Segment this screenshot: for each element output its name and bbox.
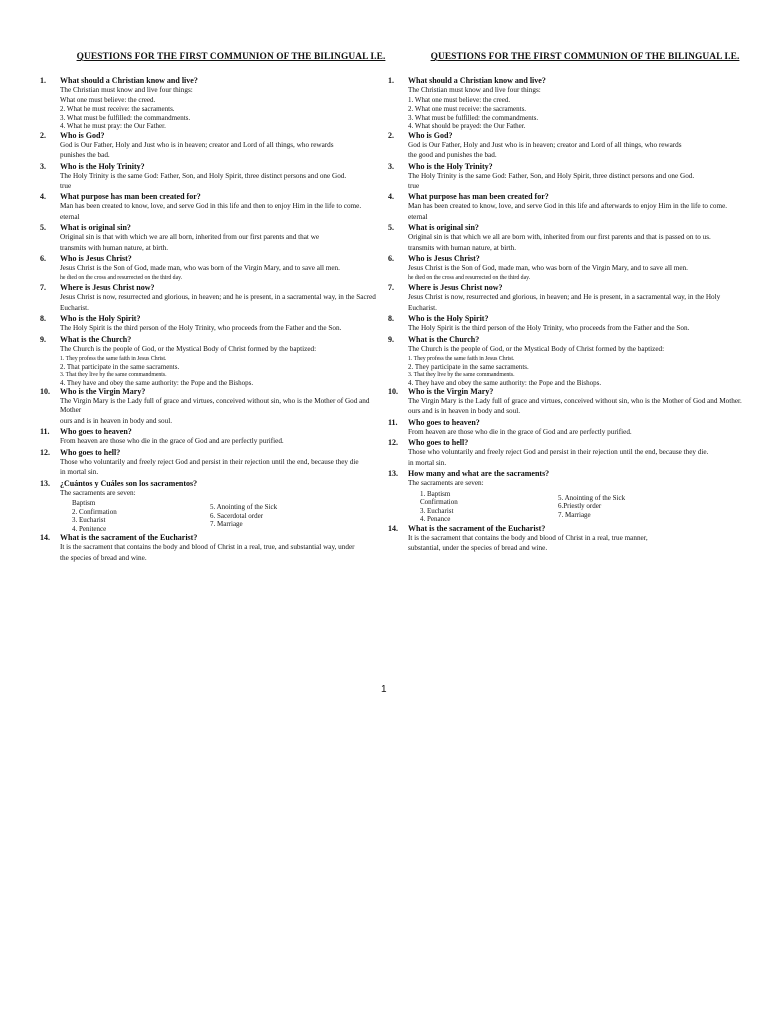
question-text: Who is the Holy Spirit? bbox=[60, 314, 141, 324]
question-number: 14. bbox=[388, 523, 398, 533]
question-number: 8. bbox=[40, 314, 46, 324]
answer-note: he died on the cross and resurrected on the third day. bbox=[408, 275, 531, 282]
answer-list-item: 4. What he must pray: the Our Father. bbox=[60, 122, 166, 131]
answer-list-item: 4. What should be prayed: the Our Father. bbox=[408, 122, 526, 131]
sacraments-grid bbox=[408, 490, 750, 524]
question-number: 10. bbox=[40, 387, 50, 397]
answer-line: God is Our Father, Holy and Just who is in heaven; creator and Lord of all things, who rewards bbox=[60, 140, 334, 149]
answer-line: Original sin is that which we all are born with, inherited from our first parents and that is passed on to us. bbox=[408, 233, 711, 242]
page-title-right: QUESTIONS FOR THE FIRST COMMUNION OF THE BILINGUAL I.E. bbox=[430, 52, 740, 62]
question-number: 8. bbox=[388, 314, 394, 324]
question-text: What purpose has man been created for? bbox=[60, 192, 201, 202]
question-item bbox=[32, 314, 390, 333]
question-item bbox=[380, 387, 750, 417]
question-item bbox=[32, 76, 390, 131]
question-item bbox=[32, 533, 390, 563]
answer-list-item: 1. They profess the same faith in Jesus Christ. bbox=[60, 356, 167, 363]
answer-line: Those who voluntarily and freely reject God and persist in their rejection until the end, because they die bbox=[60, 457, 359, 466]
sacraments-col-2 bbox=[558, 490, 625, 524]
question-text: Who is the Virgin Mary? bbox=[60, 387, 146, 397]
question-text: What should a Christian know and live? bbox=[408, 76, 546, 85]
question-text: Who is the Holy Trinity? bbox=[408, 161, 493, 171]
answer-line: Jesus Christ is now, resurrected and glorious, in heaven; and he is present, in a sacramental way, in the Sacred bbox=[60, 293, 376, 302]
answer-line: The sacraments are seven: bbox=[60, 488, 136, 497]
answer-line: ours and is in heaven in body and soul. bbox=[60, 416, 172, 425]
answer-line: The Virgin Mary is the Lady full of grace and virtues, conceived without sin, who is the Mother of God and Mother bbox=[60, 397, 370, 415]
answer-list bbox=[60, 96, 390, 130]
question-item bbox=[32, 131, 390, 161]
question-item bbox=[32, 479, 390, 534]
answer-line: The Church is the people of God, or the Mystical Body of Christ formed by the baptized: bbox=[60, 344, 317, 353]
answer-line: It is the sacrament that contains the body and blood of Christ in a real, true manner, bbox=[408, 533, 648, 542]
question-text: Who is the Holy Spirit? bbox=[408, 314, 489, 324]
question-text: Who goes to heaven? bbox=[408, 417, 480, 427]
answer-list-item: 2. They participate in the same sacraments. bbox=[408, 363, 529, 372]
question-number: 6. bbox=[388, 254, 394, 264]
question-item bbox=[380, 469, 750, 524]
sacrament-item: Confirmation bbox=[420, 498, 458, 507]
answer-line: The Holy Trinity is the same God: Father, Son, and Holy Spirit, three distinct persons and one God. bbox=[60, 171, 347, 180]
question-text: What is original sin? bbox=[60, 223, 131, 233]
question-number: 6. bbox=[40, 254, 46, 264]
answer-line: true bbox=[408, 182, 420, 190]
answer-list-item: 2. That participate in the same sacraments. bbox=[60, 363, 180, 372]
answer-line: Eucharist. bbox=[408, 303, 437, 312]
sacrament-item: 3. Eucharist bbox=[72, 516, 106, 525]
question-item bbox=[32, 192, 390, 222]
answer-line: The Holy Spirit is the third person of the Holy Trinity, who proceeds from the Father and the Son. bbox=[408, 324, 690, 333]
question-number: 2. bbox=[40, 130, 46, 140]
sacrament-item: 5. Anointing of the Sick bbox=[558, 493, 626, 502]
answer-line: The Christian must know and live four things: bbox=[60, 86, 193, 94]
answer-list-item: 1. What one must believe: the creed. bbox=[408, 96, 511, 105]
question-item bbox=[380, 438, 750, 468]
question-item bbox=[380, 76, 750, 131]
question-item bbox=[380, 335, 750, 387]
question-number: 9. bbox=[40, 334, 46, 344]
page-number: 1 bbox=[381, 684, 387, 695]
question-number: 1. bbox=[40, 76, 46, 85]
question-item bbox=[380, 283, 750, 313]
answer-line: Jesus Christ is the Son of God, made man, who was born of the Virgin Mary, and to save all men. bbox=[408, 264, 688, 273]
answer-list-item: What one must believe: the creed. bbox=[60, 96, 156, 105]
question-text: Who is Jesus Christ? bbox=[408, 254, 480, 264]
answer-note: he died on the cross and resurrected on the third day. bbox=[60, 275, 183, 282]
answer-line: ours and is in heaven in body and soul. bbox=[408, 407, 520, 416]
question-number: 7. bbox=[388, 283, 394, 293]
answer-line: eternal bbox=[60, 212, 80, 221]
question-number: 9. bbox=[388, 334, 394, 344]
question-number: 7. bbox=[40, 283, 46, 293]
answer-line: The Holy Spirit is the third person of the Holy Trinity, who proceeds from the Father and the Son. bbox=[60, 324, 342, 333]
question-text: What is the sacrament of the Eucharist? bbox=[60, 533, 198, 543]
right-column bbox=[380, 52, 750, 555]
answer-line: Original sin is that with which we are all born, inherited from our first parents and that we bbox=[60, 233, 320, 242]
sacrament-item: 2. Confirmation bbox=[72, 507, 117, 516]
question-number: 3. bbox=[388, 161, 394, 171]
question-item bbox=[32, 448, 390, 478]
question-text: How many and what are the sacraments? bbox=[408, 469, 550, 479]
answer-line: eternal bbox=[408, 212, 428, 221]
question-number: 3. bbox=[40, 161, 46, 171]
answer-list-item: 1. They profess the same faith in Jesus Christ. bbox=[408, 356, 515, 363]
question-item bbox=[380, 192, 750, 222]
sacrament-item: 4. Penitence bbox=[72, 524, 107, 533]
answer-list-item: 3. What must be fulfilled: the commandments. bbox=[60, 113, 191, 122]
sacrament-item: 5. Anointing of the Sick bbox=[210, 502, 278, 511]
answer-line: The Church is the people of God, or the Mystical Body of Christ formed by the baptized: bbox=[408, 344, 665, 353]
questions-right bbox=[380, 76, 750, 554]
question-item bbox=[380, 524, 750, 554]
sacraments-col-1 bbox=[60, 499, 210, 533]
question-text: Who is the Virgin Mary? bbox=[408, 387, 494, 397]
left-column bbox=[32, 52, 390, 564]
question-item bbox=[380, 223, 750, 253]
question-item bbox=[32, 254, 390, 282]
answer-line: transmits with human nature, at birth. bbox=[60, 243, 168, 252]
question-number: 4. bbox=[388, 192, 394, 202]
answer-list-item: 3. What must be fulfilled: the commandments. bbox=[408, 113, 539, 122]
question-number: 5. bbox=[40, 223, 46, 233]
answer-line: Jesus Christ is now, resurrected and glorious, in heaven; and He is present, in a sacramental way, in the Holy bbox=[408, 293, 721, 302]
sacraments-grid bbox=[60, 499, 390, 533]
answer-line: God is Our Father, Holy and Just who is in heaven; creator and Lord of all things, who rewards bbox=[408, 140, 682, 149]
answer-line: From heaven are those who die in the grace of God and are perfectly purified. bbox=[408, 427, 632, 436]
question-text: Who is God? bbox=[408, 130, 453, 140]
question-text: Who goes to heaven? bbox=[60, 427, 132, 437]
answer-line: transmits with human nature, at birth. bbox=[408, 243, 516, 252]
questions-left bbox=[32, 76, 390, 563]
answer-line: It is the sacrament that contains the body and blood of Christ in a real, true, and substantial way, under bbox=[60, 543, 355, 552]
page-title-left: QUESTIONS FOR THE FIRST COMMUNION OF THE BILINGUAL I.E. bbox=[76, 52, 386, 62]
question-item bbox=[380, 254, 750, 282]
question-number: 13. bbox=[40, 478, 50, 488]
question-text: ¿Cuántos y Cuáles son los sacramentos? bbox=[60, 478, 198, 488]
answer-line: The Christian must know and live four things: bbox=[408, 86, 541, 94]
answer-line: Those who voluntarily and freely reject God and persist in their rejection until the end, because they die. bbox=[408, 448, 709, 457]
question-item bbox=[380, 131, 750, 161]
question-item bbox=[32, 223, 390, 253]
question-item bbox=[380, 314, 750, 333]
answer-list-item: 3. That they live by the same commandments. bbox=[60, 372, 167, 379]
question-number: 11. bbox=[40, 427, 50, 437]
answer-line: in mortal sin. bbox=[408, 458, 447, 467]
sacrament-item: 3. Eucharist bbox=[420, 506, 454, 515]
question-item bbox=[380, 162, 750, 192]
question-text: Who is God? bbox=[60, 130, 105, 140]
answer-line: the good and punishes the bad. bbox=[408, 151, 497, 160]
answer-line: Man has been created to know, love, and serve God in this life and afterwards to enjoy Him in the life to come. bbox=[408, 202, 728, 211]
question-number: 11. bbox=[388, 417, 398, 427]
question-number: 13. bbox=[388, 469, 398, 479]
answer-line: Jesus Christ is the Son of God, made man, who was born of the Virgin Mary, and to save all men. bbox=[60, 264, 340, 273]
question-number: 12. bbox=[388, 438, 398, 448]
question-number: 10. bbox=[388, 387, 398, 397]
question-text: Where is Jesus Christ now? bbox=[408, 283, 503, 293]
question-item bbox=[32, 427, 390, 446]
question-text: What is the sacrament of the Eucharist? bbox=[408, 523, 546, 533]
answer-line: substantial, under the species of bread and wine. bbox=[408, 544, 548, 553]
answer-list-item: 2. What one must receive: the sacraments. bbox=[408, 105, 527, 113]
sacraments-col-1 bbox=[408, 490, 558, 524]
question-text: What is the Church? bbox=[60, 334, 132, 344]
question-item bbox=[32, 387, 390, 426]
question-text: Who is the Holy Trinity? bbox=[60, 161, 145, 171]
question-number: 5. bbox=[388, 223, 394, 233]
question-item bbox=[380, 418, 750, 437]
sacrament-item: Baptism bbox=[72, 498, 96, 507]
question-item bbox=[32, 162, 390, 192]
sacrament-item: 7. Marriage bbox=[558, 510, 591, 519]
answer-list-item: 3. That they live by the same commandments. bbox=[408, 372, 515, 379]
sacrament-item: 1. Baptism bbox=[420, 489, 451, 498]
answer-line: Man has been created to know, love, and serve God in this life and then to enjoy Him in the life to come. bbox=[60, 202, 362, 211]
question-text: Who is Jesus Christ? bbox=[60, 254, 132, 264]
question-number: 12. bbox=[40, 447, 50, 457]
question-item bbox=[32, 283, 390, 313]
answer-list-item: 4. They have and obey the same authority: the Pope and the Bishops. bbox=[408, 379, 602, 388]
answer-line: The Holy Trinity is the same God: Father, Son, and Holy Spirit, three distinct persons and one God. bbox=[408, 171, 695, 180]
answer-line: The Virgin Mary is the Lady full of grace and virtues, conceived without sin, who is the Mother of God and Mother. bbox=[408, 397, 742, 406]
sacrament-item: 6.Priestly order bbox=[558, 502, 602, 511]
answer-list-item: 4. They have and obey the same authority: the Pope and the Bishops. bbox=[60, 379, 254, 388]
question-number: 1. bbox=[388, 76, 394, 85]
answer-line: punishes the bad. bbox=[60, 151, 110, 160]
sacrament-item: 7. Marriage bbox=[210, 520, 243, 529]
question-text: Who goes to hell? bbox=[408, 438, 469, 448]
answer-line: The sacraments are seven: bbox=[408, 479, 484, 488]
answer-list bbox=[408, 355, 750, 387]
question-text: What purpose has man been created for? bbox=[408, 192, 549, 202]
question-number: 4. bbox=[40, 192, 46, 202]
question-number: 14. bbox=[40, 533, 50, 543]
answer-line: the species of bread and wine. bbox=[60, 553, 147, 562]
sacrament-item: 6. Sacerdotal order bbox=[210, 511, 264, 520]
question-text: What is original sin? bbox=[408, 223, 479, 233]
sacraments-col-2 bbox=[210, 499, 277, 533]
question-item bbox=[32, 335, 390, 387]
sacrament-item: 4. Penance bbox=[420, 515, 451, 524]
question-number: 2. bbox=[388, 130, 394, 140]
answer-list-item: 2. What he must receive: the sacraments. bbox=[60, 105, 175, 113]
answer-line: From heaven are those who die in the grace of God and are perfectly purified. bbox=[60, 437, 284, 446]
question-text: What should a Christian know and live? bbox=[60, 76, 198, 85]
answer-line: Eucharist. bbox=[60, 303, 89, 312]
question-text: Who goes to hell? bbox=[60, 447, 121, 457]
question-text: What is the Church? bbox=[408, 334, 480, 344]
answer-list bbox=[408, 96, 750, 130]
answer-line: true bbox=[60, 182, 72, 190]
answer-line: in mortal sin. bbox=[60, 468, 99, 477]
answer-list bbox=[60, 355, 390, 387]
question-text: Where is Jesus Christ now? bbox=[60, 283, 155, 293]
